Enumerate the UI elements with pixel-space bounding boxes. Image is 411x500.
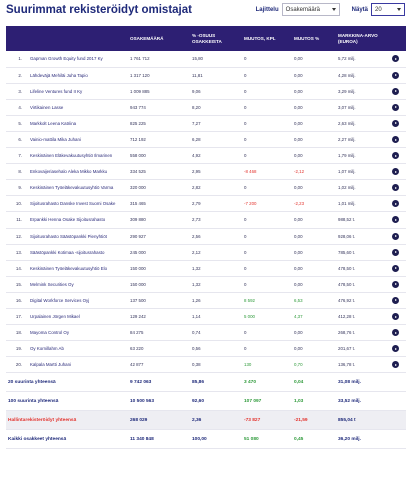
row-owner-name[interactable]: Oy Kornillahm Ab [30, 346, 64, 352]
row-rank: 20. [15, 362, 22, 368]
row-owner-name[interactable]: Sijoitusrahasto Säästöpankki Pienyhtiöt [30, 233, 107, 239]
row-change: 0 [244, 88, 247, 94]
row-change-pct: 0,00 [294, 153, 303, 159]
row-shares: 42 877 [130, 362, 144, 368]
row-expand-cell [390, 67, 406, 83]
row-change: 0 [244, 233, 247, 239]
row-change: 0 [244, 137, 247, 143]
row-expand-cell [390, 228, 406, 244]
row-shares: 245 000 [130, 249, 146, 255]
row-rank: 1. [18, 56, 22, 62]
row-expand-cell [390, 212, 406, 228]
header-pct[interactable]: % -OSUUS OSAKKEISTA [192, 32, 222, 44]
summary-change: 51 080 [244, 436, 259, 442]
row-expand-cell [390, 292, 406, 308]
row-change-pct: 0,00 [294, 249, 303, 255]
summary-shares: 9 742 063 [130, 379, 152, 385]
table-row[interactable] [6, 260, 406, 276]
chevron-right-circle-icon[interactable] [392, 216, 399, 223]
summary-market-value: 855,04 t [338, 417, 356, 423]
row-shares: 63 220 [130, 346, 144, 352]
row-expand-cell [390, 115, 406, 131]
row-rank: 17. [15, 314, 22, 320]
row-pct: 0,74 [192, 330, 201, 336]
chevron-right-circle-icon[interactable] [392, 297, 399, 304]
header-shares[interactable]: OSAKEMÄÄRÄ [130, 35, 164, 41]
row-shares: 825 225 [130, 120, 146, 126]
caret-down-icon [397, 8, 401, 11]
row-change: -8 468 [244, 169, 257, 175]
summary-change-pct: 0,45 [294, 436, 304, 442]
row-owner-name[interactable]: Lifeline Ventures fund II Ky [30, 88, 83, 94]
row-market-value: 136,78 t. [338, 362, 356, 368]
row-expand-cell [390, 309, 406, 325]
row-owner-name[interactable]: Mayoma Control Oy [30, 330, 70, 336]
owners-table-container [6, 26, 406, 449]
row-change: 0 [244, 346, 247, 352]
row-change-pct: 0,00 [294, 330, 303, 336]
row-shares: 129 242 [130, 314, 146, 320]
row-owner-name[interactable]: Keskinäinen Eläkevakuutusyhtiö Ilmarinen [30, 153, 113, 159]
summary-label: Kaikki osakkeet yhteensä [8, 436, 67, 442]
table-row[interactable] [6, 164, 406, 180]
chevron-right-circle-icon[interactable] [392, 72, 399, 79]
row-expand-cell [390, 357, 406, 373]
row-change-pct: 0,00 [294, 233, 303, 239]
table-row[interactable] [6, 148, 406, 164]
row-expand-cell [390, 276, 406, 292]
row-expand-cell [390, 164, 406, 180]
row-owner-name[interactable]: Keskinäinen Työeläkevakuutusyhtiö Elo [30, 265, 108, 271]
row-change: 8 592 [244, 297, 255, 303]
table-row[interactable] [6, 357, 406, 373]
row-pct: 1,14 [192, 314, 201, 320]
row-shares: 137 500 [130, 297, 146, 303]
row-change: 0 [244, 281, 247, 287]
chevron-right-circle-icon[interactable] [392, 88, 399, 95]
row-market-value: 3,29 milj. [338, 88, 356, 94]
row-shares: 309 880 [130, 217, 146, 223]
row-pct: 4,92 [192, 153, 201, 159]
row-shares: 150 000 [130, 281, 146, 287]
row-shares: 334 525 [130, 169, 146, 175]
sort-label: Lajittelu [255, 6, 279, 13]
row-owner-name[interactable]: Sijoitusrahasto Danske Invest Suomi Osake [30, 201, 116, 207]
row-rank: 10. [15, 201, 22, 207]
row-expand-cell [390, 83, 406, 99]
sort-select[interactable] [282, 3, 340, 16]
row-market-value: 5,72 milj. [338, 56, 356, 62]
table-row[interactable] [6, 228, 406, 244]
table-row[interactable] [6, 83, 406, 99]
row-pct: 2,82 [192, 185, 201, 191]
row-rank: 14. [15, 265, 22, 271]
chevron-right-circle-icon[interactable] [392, 168, 399, 175]
row-rank: 12. [15, 233, 22, 239]
count-label: Näytä [351, 6, 368, 13]
sort-select-value: Osakemäärä [285, 6, 321, 13]
row-change-pct: 0,00 [294, 56, 303, 62]
chevron-right-circle-icon[interactable] [392, 136, 399, 143]
row-shares: 1 317 120 [130, 72, 150, 78]
table-row[interactable] [6, 131, 406, 147]
row-shares: 1 009 885 [130, 88, 150, 94]
row-market-value: 1,01 milj. [338, 201, 356, 207]
row-change-pct: 0,00 [294, 265, 303, 271]
row-pct: 0,56 [192, 346, 201, 352]
summary-row [6, 373, 406, 392]
table-row[interactable] [6, 341, 406, 357]
row-rank: 4. [18, 104, 22, 110]
row-owner-name[interactable]: Digital Workforce Services Oyj [30, 297, 90, 303]
chevron-right-circle-icon[interactable] [392, 152, 399, 159]
row-expand-cell [390, 148, 406, 164]
row-market-value: 268,76 t. [338, 330, 356, 336]
row-expand-cell [390, 131, 406, 147]
row-expand-cell [390, 180, 406, 196]
row-pct: 15,80 [192, 56, 203, 62]
row-market-value: 1,79 milj. [338, 153, 356, 159]
row-rank: 16. [15, 297, 22, 303]
summary-label: Hallintarekisteröidyt yhteensä [8, 417, 77, 423]
row-market-value: 1,07 milj. [338, 169, 356, 175]
row-pct: 1,32 [192, 281, 201, 287]
summary-pct: 92,60 [192, 398, 205, 404]
row-change: 130 [244, 362, 252, 368]
chevron-right-circle-icon[interactable] [392, 120, 399, 127]
row-change-pct: -2,23 [294, 201, 305, 207]
row-market-value: 412,28 t. [338, 314, 356, 320]
row-change-pct: 4,37 [294, 314, 303, 320]
row-rank: 6. [18, 137, 22, 143]
row-owner-name[interactable]: Urpalainen Jörgen Mikael [30, 314, 80, 320]
header-rank [6, 26, 28, 51]
row-shares: 1 761 712 [130, 56, 150, 62]
row-pct: 2,95 [192, 169, 201, 175]
row-pct: 2,56 [192, 233, 201, 239]
row-market-value: 4,28 milj. [338, 72, 356, 78]
row-shares: 943 774 [130, 104, 146, 110]
row-market-value: 201,67 t. [338, 346, 356, 352]
summary-change-pct: 0,04 [294, 379, 304, 385]
table-controls [256, 3, 405, 16]
row-change: 0 [244, 265, 247, 271]
row-market-value: 928,06 t. [338, 233, 356, 239]
summary-change: -73 827 [244, 417, 261, 423]
row-change-pct: 0,00 [294, 104, 303, 110]
row-market-value: 1,02 milj. [338, 185, 356, 191]
table-row[interactable] [6, 99, 406, 115]
row-change: -7 200 [244, 201, 257, 207]
row-change-pct: 0,00 [294, 137, 303, 143]
summary-market-value: 31,08 milj. [338, 379, 361, 385]
row-owner-name[interactable]: Markkolt Leena Katriina [30, 120, 77, 126]
chevron-right-circle-icon[interactable] [392, 104, 399, 111]
row-expand-cell [390, 244, 406, 260]
row-pct: 1,26 [192, 297, 201, 303]
summary-market-value: 33,52 milj. [338, 398, 361, 404]
row-shares: 84 275 [130, 330, 144, 336]
row-pct: 0,38 [192, 362, 201, 368]
row-change-pct: 0,00 [294, 185, 303, 191]
row-change-pct: 0,00 [294, 346, 303, 352]
summary-label: 20 suurinta yhteensä [8, 379, 56, 385]
row-change-pct: 0,00 [294, 120, 303, 126]
count-select[interactable] [371, 3, 405, 16]
chevron-right-circle-icon[interactable] [392, 361, 399, 368]
header-change-pct[interactable]: MUUTOS % [294, 35, 320, 41]
row-owner-name[interactable]: Virtikainen Lasse [30, 104, 64, 110]
page-title: Suurimmat rekisteröidyt omistajat [6, 4, 192, 16]
header-expand [390, 26, 406, 51]
row-rank: 8. [18, 169, 22, 175]
row-market-value: 785,60 t. [338, 249, 356, 255]
header-market-value[interactable]: MARKKINA-ARVO (EUROA) [338, 32, 378, 44]
row-change-pct: 0,00 [294, 281, 303, 287]
row-pct: 2,73 [192, 217, 201, 223]
count-select-value: 20 [375, 6, 382, 13]
row-expand-cell [390, 196, 406, 212]
row-owner-name[interactable]: Erpankki Henna Osake Sijoitusrahasto [30, 217, 106, 223]
row-expand-cell [390, 260, 406, 276]
summary-market-value: 36,20 milj. [338, 436, 361, 442]
row-change-pct: 0,00 [294, 217, 303, 223]
row-pct: 1,32 [192, 265, 201, 271]
row-shares: 320 000 [130, 185, 146, 191]
row-rank: 19. [15, 346, 22, 352]
chevron-right-circle-icon[interactable] [392, 345, 399, 352]
row-owner-name[interactable]: Gapman Growth Equity fund 2017 Ky [30, 56, 103, 62]
row-change: 0 [244, 185, 247, 191]
row-rank: 18. [15, 330, 22, 336]
table-row[interactable] [6, 115, 406, 131]
row-expand-cell [390, 99, 406, 115]
chevron-right-circle-icon[interactable] [392, 200, 399, 207]
table-header-row [6, 26, 406, 51]
table-row[interactable] [6, 244, 406, 260]
row-change: 0 [244, 72, 247, 78]
row-expand-cell [390, 51, 406, 67]
row-rank: 2. [18, 72, 22, 78]
caret-down-icon [332, 8, 336, 11]
row-market-value: 3,07 milj. [338, 104, 356, 110]
row-owner-name[interactable]: Enkovaijeriasehalo Aleka Mikko Markku [30, 169, 108, 175]
row-change-pct: 0,00 [294, 88, 303, 94]
chevron-right-circle-icon[interactable] [392, 184, 399, 191]
row-change: 0 [244, 330, 247, 336]
row-rank: 7. [18, 153, 22, 159]
row-change: 0 [244, 217, 247, 223]
summary-change: 3 470 [244, 379, 257, 385]
row-market-value: 478,50 t. [338, 265, 356, 271]
row-shares: 290 927 [130, 233, 146, 239]
table-row[interactable] [6, 51, 406, 67]
table-row[interactable] [6, 325, 406, 341]
summary-pct: 2,36 [192, 417, 202, 423]
row-owner-name[interactable]: Kalpala Martti Juhani [30, 362, 72, 368]
row-market-value: 478,50 t. [338, 281, 356, 287]
row-pct: 6,28 [192, 137, 201, 143]
chevron-right-circle-icon[interactable] [392, 329, 399, 336]
row-rank: 9. [18, 185, 22, 191]
summary-row [6, 392, 406, 411]
row-expand-cell [390, 325, 406, 341]
row-pct: 11,81 [192, 72, 203, 78]
row-change-pct: 0,70 [294, 362, 303, 368]
row-change: 0 [244, 56, 247, 62]
row-expand-cell [390, 341, 406, 357]
row-change-pct: 6,53 [294, 297, 303, 303]
summary-row [6, 411, 406, 430]
row-rank: 15. [15, 281, 22, 287]
summary-pct: 100,00 [192, 436, 207, 442]
row-market-value: 2,63 milj. [338, 120, 356, 126]
row-change: 0 [244, 249, 247, 255]
table-row[interactable] [6, 180, 406, 196]
summary-row [6, 430, 406, 449]
chevron-right-circle-icon[interactable] [392, 281, 399, 288]
row-rank: 11. [16, 217, 22, 223]
table-row[interactable] [6, 292, 406, 308]
chevron-right-circle-icon[interactable] [392, 55, 399, 62]
row-pct: 2,79 [192, 201, 201, 207]
summary-change-pct: 1,03 [294, 398, 304, 404]
header-name [28, 26, 128, 51]
row-change: 0 [244, 153, 247, 159]
row-change: 0 [244, 120, 247, 126]
table-body [6, 51, 406, 449]
table-row[interactable] [6, 212, 406, 228]
row-owner-name[interactable]: Vainio-mattila Mika Juhani [30, 137, 81, 143]
chevron-right-circle-icon[interactable] [392, 313, 399, 320]
table-row[interactable] [6, 67, 406, 83]
row-owner-name[interactable]: Keskinäinen Työeläkevakuutusyhtiö Varma [30, 185, 114, 191]
summary-shares: 268 029 [130, 417, 148, 423]
row-market-value: 2,27 milj. [338, 137, 356, 143]
table-row[interactable] [6, 309, 406, 325]
summary-pct: 85,86 [192, 379, 205, 385]
row-pct: 7,27 [192, 120, 201, 126]
row-change-pct: -2,12 [294, 169, 305, 175]
table-row[interactable] [6, 196, 406, 212]
row-pct: 2,12 [192, 249, 201, 255]
row-rank: 5. [18, 120, 22, 126]
row-market-value: 476,92 t. [338, 297, 356, 303]
row-shares: 558 000 [130, 153, 146, 159]
row-shares: 315 465 [130, 201, 146, 207]
row-market-value: 988,52 t. [338, 217, 356, 223]
owners-table [6, 26, 406, 449]
chevron-right-circle-icon[interactable] [392, 233, 399, 240]
row-owner-name[interactable]: Lähdeväjä Mehiläi Juha Tapio [30, 72, 88, 78]
summary-change-pct: -21,59 [294, 417, 308, 423]
row-shares: 150 000 [130, 265, 146, 271]
row-change: 0 [244, 104, 247, 110]
row-owner-name[interactable]: Melmink Securities Oy [30, 281, 74, 287]
chevron-right-circle-icon[interactable] [392, 265, 399, 272]
header-change[interactable]: MUUTOS, KPL [244, 35, 276, 41]
summary-label: 100 suurinta yhteensä [8, 398, 59, 404]
summary-shares: 11 340 848 [130, 436, 154, 442]
row-rank: 3. [18, 88, 22, 94]
summary-change: 107 097 [244, 398, 262, 404]
row-shares: 712 192 [130, 137, 146, 143]
row-change: 5 000 [244, 314, 255, 320]
summary-shares: 10 500 563 [130, 398, 155, 404]
row-pct: 8,20 [192, 104, 201, 110]
chevron-right-circle-icon[interactable] [392, 249, 399, 256]
row-pct: 9,06 [192, 88, 201, 94]
row-rank: 13. [15, 249, 22, 255]
row-owner-name[interactable]: Säästöpankki Kotimaa -sijoitusrahasto [30, 249, 105, 255]
table-row[interactable] [6, 276, 406, 292]
row-change-pct: 0,00 [294, 72, 303, 78]
